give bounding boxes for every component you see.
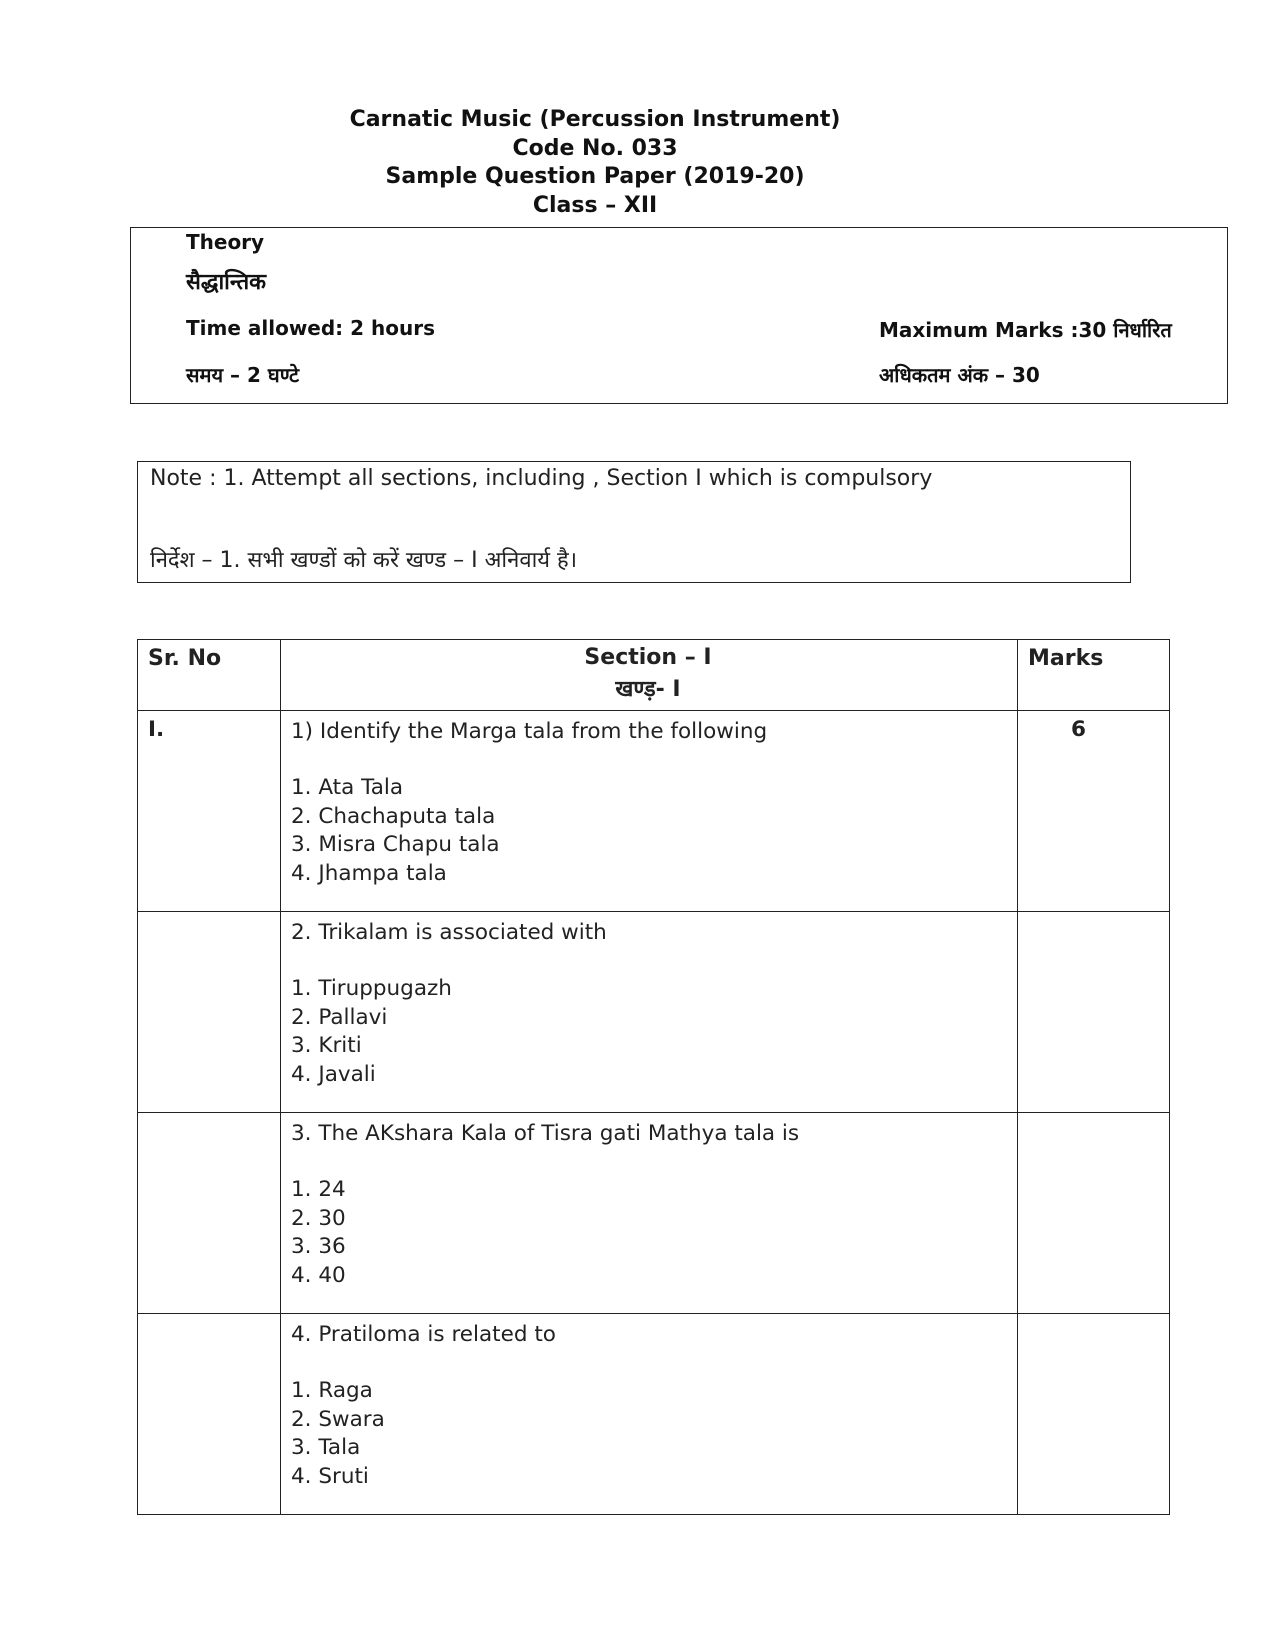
question-marks [1018,1314,1169,1320]
option: 4. Javali [291,1061,376,1087]
table-row [138,912,1170,1113]
question-marks [1018,912,1169,918]
question-marks [1018,1113,1169,1119]
option: 1. Ata Tala [291,775,404,800]
question-srno: I. [148,717,165,742]
question-table [137,639,1170,1515]
option: 1. Raga [291,1378,373,1403]
option: 1. Tiruppugazh [291,976,452,1001]
option: 3. Kriti [291,1033,362,1058]
question-text: 2. Trikalam is associated with [291,920,607,945]
paper-name: Sample Question Paper (2019-20) [385,164,805,189]
option: 3. 36 [291,1234,346,1259]
question-srno [138,912,280,918]
theory-label-hindi: सैद्धान्तिक [186,270,267,295]
option: 4. 40 [291,1262,346,1288]
option: 2. Swara [291,1406,385,1432]
question-marks: 6 [1071,717,1086,742]
option: 2. 30 [291,1205,346,1231]
maximum-marks-hindi: अधिकतम अंक – 30 [879,363,1040,387]
question-srno [138,1314,280,1320]
code-number: Code No. 033 [512,135,678,161]
option: 3. Misra Chapu tala [291,832,500,857]
table-row [138,1314,1170,1515]
option: 3. Tala [291,1435,361,1460]
table-header-row [138,640,1170,711]
question-text: 4. Pratiloma is related to [291,1322,556,1347]
maximum-marks: Maximum Marks :30 निर्धारित [879,318,1172,342]
note-text-hindi: निर्देश – 1. सभी खण्डों को करें खण्ड – I अनिवार्य है। [150,548,578,573]
col-header-marks: Marks [1028,646,1104,671]
exam-info-box [130,227,1228,404]
col-header-section-hindi: खण्ड़- I [615,677,681,702]
paper-header [0,106,1275,220]
time-allowed: Time allowed: 2 hours [186,316,435,340]
col-header-section: Section – I [584,645,712,670]
option: 1. 24 [291,1177,346,1202]
table-row [138,711,1170,912]
question-text: 1) Identify the Marga tala from the following [291,719,768,744]
time-allowed-hindi: समय – 2 घण्टे [186,363,300,387]
note-box [137,461,1131,583]
option: 4. Jhampa tala [291,860,447,886]
class-label: Class – XII [532,192,658,218]
table-row [138,1113,1170,1314]
theory-label: Theory [186,230,265,254]
note-text: Note : 1. Attempt all sections, including , Section I which is compulsory [150,466,933,491]
option: 2. Pallavi [291,1004,388,1030]
col-header-srno: Sr. No [148,646,222,671]
question-srno [138,1113,280,1119]
option: 2. Chachaputa tala [291,803,496,829]
question-text: 3. The AKshara Kala of Tisra gati Mathya tala is [291,1121,800,1146]
option: 4. Sruti [291,1463,369,1489]
paper-title: Carnatic Music (Percussion Instrument) [349,107,841,132]
